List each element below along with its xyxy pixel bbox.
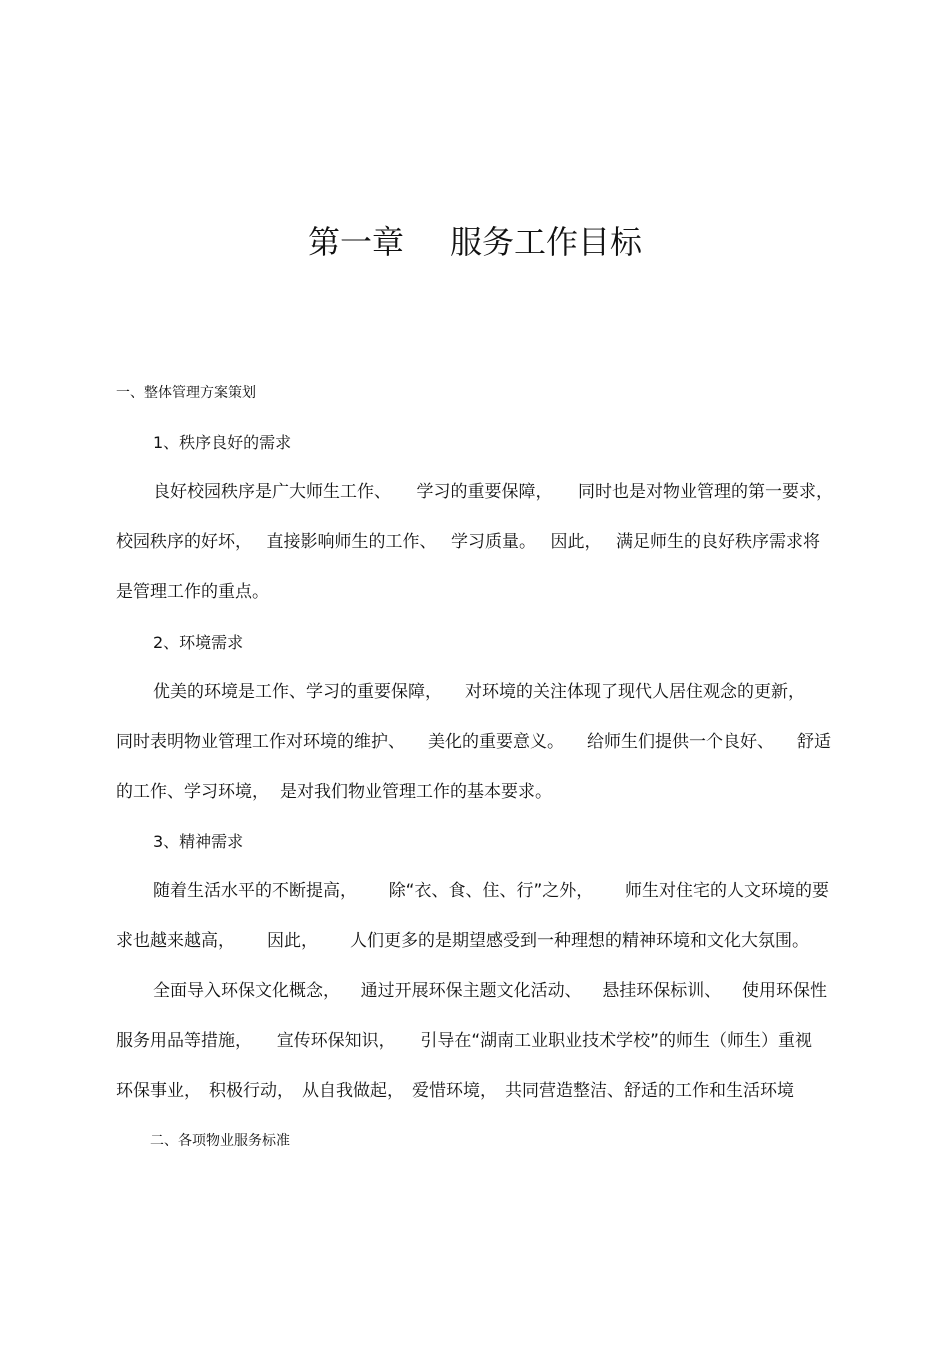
chapter-name: 服务工作目标 <box>450 223 643 261</box>
paragraph-line: 求也越来越高， 因此， 人们更多的是期望感受到一种理想的精神环境和文化大氛围。 <box>116 931 809 951</box>
section-heading-1: 一、整体管理方案策划 <box>116 385 256 401</box>
chapter-title <box>0 222 950 262</box>
paragraph-line: 的工作、学习环境， 是对我们物业管理工作的基本要求。 <box>116 782 552 802</box>
paragraph-line: 良好校园秩序是广大师生工作、 学习的重要保障， 同时也是对物业管理的第一要求， <box>153 482 833 502</box>
paragraph-line: 优美的环境是工作、学习的重要保障， 对环境的关注体现了现代人居住观念的更新， <box>153 682 805 702</box>
subsection-title-3: 3、精神需求 <box>153 832 244 851</box>
paragraph-line: 环保事业， 积极行动， 从自我做起， 爱惜环境， 共同营造整洁、舒适的工作和生活环境 <box>116 1081 794 1101</box>
paragraph-line: 全面导入环保文化概念， 通过开展环保主题文化活动、 悬挂环保标训、 使用环保性 <box>153 981 827 1001</box>
chapter-number: 第一章 <box>307 223 404 261</box>
paragraph-line: 校园秩序的好坏， 直接影响师生的工作、 学习质量。 因此， 满足师生的良好秩序需求将 <box>116 532 820 552</box>
section-heading-2: 二、各项物业服务标准 <box>150 1133 290 1149</box>
subsection-title-1: 1、秩序良好的需求 <box>153 433 292 452</box>
paragraph-line: 服务用品等措施， 宣传环保知识， 引导在“湖南工业职业技术学校”的师生（师生）重视 <box>116 1031 812 1051</box>
paragraph-line: 同时表明物业管理工作对环境的维护、 美化的重要意义。 给师生们提供一个良好、 舒适 <box>116 732 831 752</box>
subsection-title-2: 2、环境需求 <box>153 633 244 652</box>
paragraph-line: 随着生活水平的不断提高， 除“衣、食、住、行”之外， 师生对住宅的人文环境的要 <box>153 881 829 901</box>
paragraph-line: 是管理工作的重点。 <box>116 582 269 602</box>
